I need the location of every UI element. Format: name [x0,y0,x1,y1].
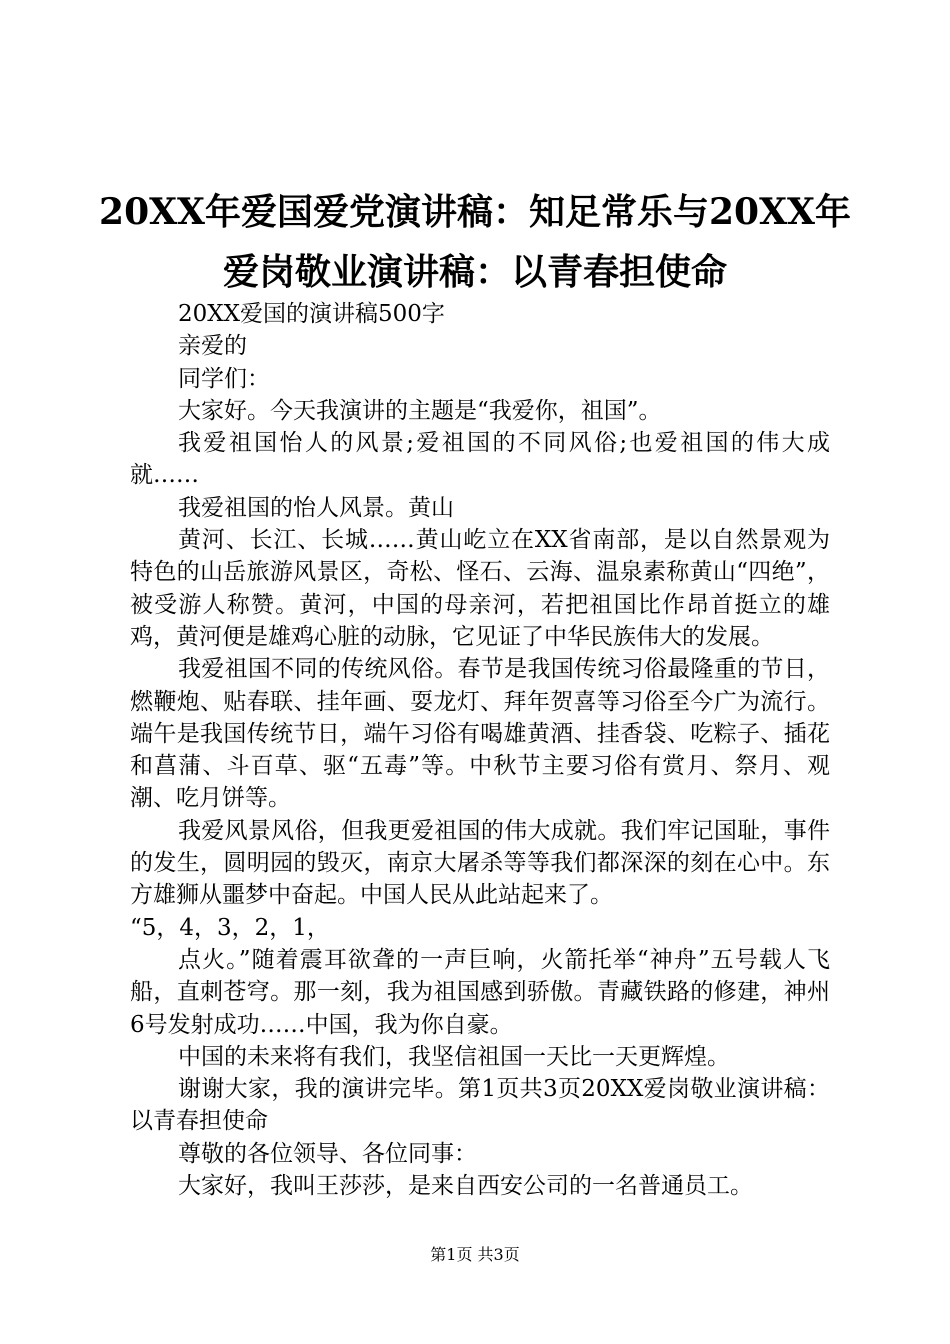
body-paragraph: “5，4，3，2，1， [130,914,330,941]
body-paragraph: 我爱风景风俗，但我更爱祖国的伟大成就。我们牢记国耻，事件的发生，圆明园的毁灭，南京大屠杀等等我们都深深的刻在心中。东方雄狮从噩梦中奋起。中国人民从此站起来了。 [130,817,830,909]
body-paragraph: 谢谢大家，我的演讲完毕。第1页共3页20XX爱岗敬业演讲稿：以青春担使命 [130,1076,830,1135]
body-paragraph: 尊敬的各位领导、各位同事： [178,1140,477,1167]
body-paragraph: 大家好。今天我演讲的主题是“我爱你，祖国”。 [178,397,662,424]
document-title [95,182,855,302]
title-line-2: 爱岗敬业演讲稿：以青春担使命 [222,251,727,293]
body-paragraph: 黄河、长江、长城……黄山屹立在XX省南部，是以自然景观为特色的山岳旅游风景区，奇松、怪石、云海、温泉素称黄山“四绝”，被受游人称赞。黄河，中国的母亲河，若把祖国比作昂首挺立的雄鸡，黄河便是雄鸡心脏的动脉，它见证了中华民族伟大的发展。 [130,527,830,650]
salutation-paragraph: 同学们： [178,365,270,392]
body-paragraph: 中国的未来将有我们，我坚信祖国一天比一天更辉煌。 [178,1043,730,1070]
body-paragraph: 点火。”随着震耳欲聋的一声巨响，火箭托举“神舟”五号载人飞船，直刺苍穹。那一刻，我为祖国感到骄傲。青藏铁路的修建，神州6号发射成功……中国，我为你自豪。 [130,946,830,1038]
body-paragraph: 我爱祖国不同的传统风俗。春节是我国传统习俗最隆重的节日，燃鞭炮、贴春联、挂年画、耍龙灯、拜年贺喜等习俗至今广为流行。端午是我国传统节日，端午习俗有喝雄黄酒、挂香袋、吃粽子、插花和菖蒲、斗百草、驱“五毒”等。中秋节主要习俗有赏月、祭月、观潮、吃月饼等。 [130,656,830,812]
body-paragraph: 我爱祖国怡人的风景;爱祖国的不同风俗;也爱祖国的伟大成就…… [130,430,830,489]
salutation-paragraph: 亲爱的 [178,333,247,360]
subtitle-paragraph: 20XX爱国的演讲稿500字 [178,301,445,327]
title-line-1: 20XX年爱国爱党演讲稿：知足常乐与20XX年 [99,191,851,233]
page-footer: 第1页 共3页 [430,1245,520,1264]
document-body [130,298,830,1202]
body-paragraph: 我爱祖国的怡人风景。黄山 [178,494,454,521]
body-paragraph: 大家好，我叫王莎莎，是来自西安公司的一名普通员工。 [178,1173,753,1200]
